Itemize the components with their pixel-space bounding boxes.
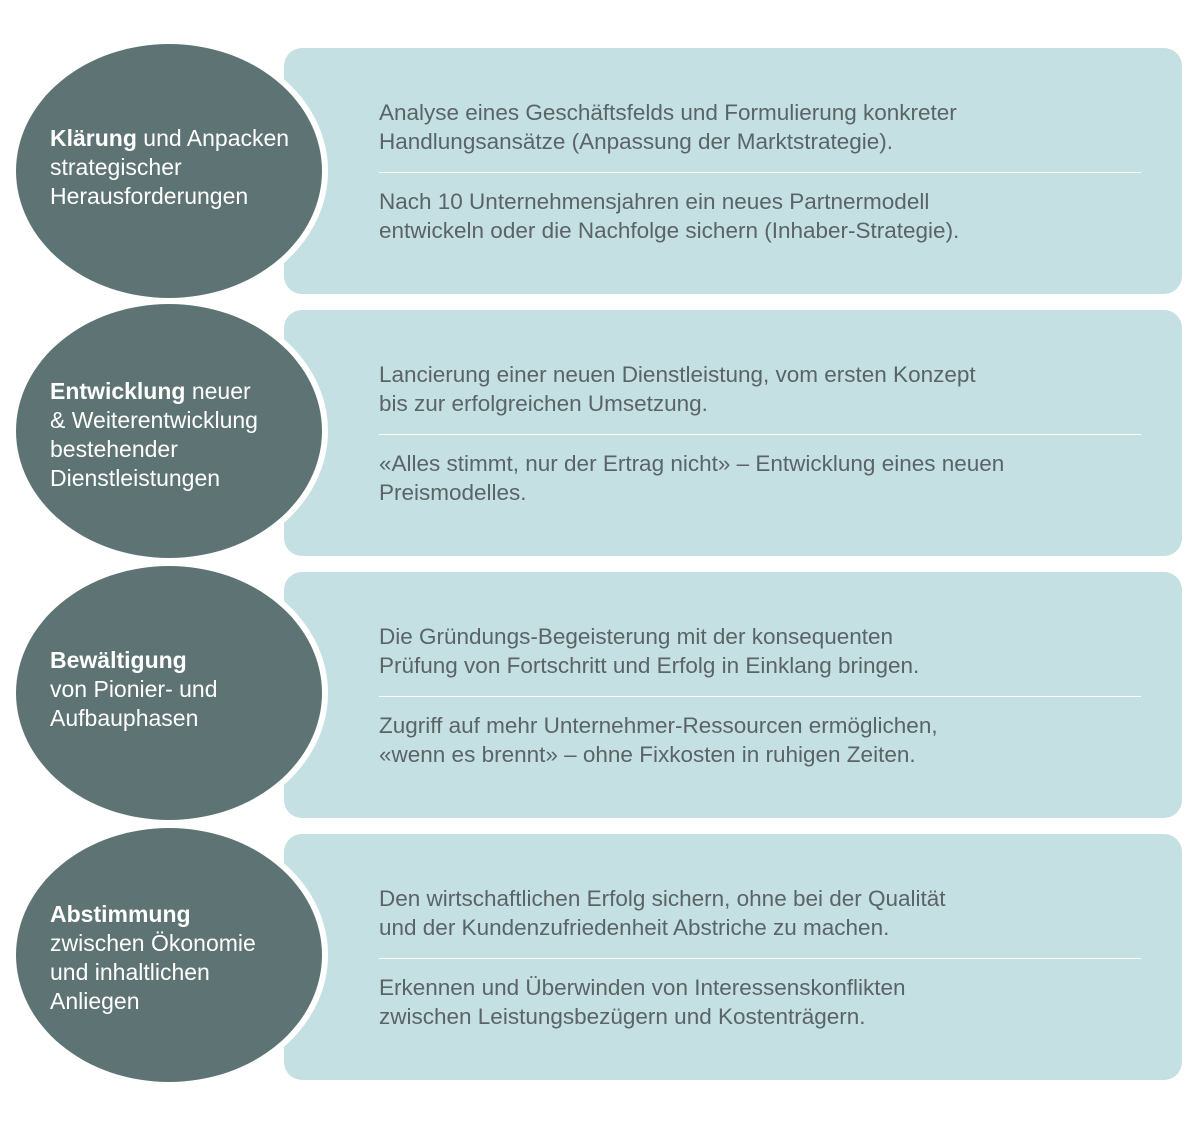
row-klaerung — [0, 48, 1200, 294]
example-item: Lancierung einer neuen Dienstleistung, vom ersten Konzept bis zur erfolgreichen Umsetzung. — [379, 362, 976, 416]
panel-content — [379, 360, 1139, 507]
row-bewaeltigung — [0, 572, 1200, 818]
panel — [284, 310, 1182, 556]
panel-content — [379, 622, 1139, 769]
category-circle — [10, 560, 328, 826]
category-circle — [10, 298, 328, 564]
category-circle — [10, 822, 328, 1088]
divider — [379, 434, 1141, 435]
panel — [284, 834, 1182, 1080]
example-item: Die Gründungs-Begeisterung mit der konsequenten Prüfung von Fortschritt und Erfolg in Einklang bringen. — [379, 624, 920, 678]
row-abstimmung — [0, 834, 1200, 1080]
panel — [284, 572, 1182, 818]
category-heading: Klärung und Anpacken strategischer Herausforderungen — [50, 124, 290, 209]
panel-content — [379, 884, 1139, 1031]
category-heading: Abstimmung zwischen Ökonomie und inhaltlichen Anliegen — [50, 901, 256, 1014]
divider — [379, 172, 1141, 173]
example-item: Zugriff auf mehr Unternehmer-Ressourcen ermöglichen, «wenn es brennt» – ohne Fixkosten in ruhigen Zeiten. — [379, 713, 938, 767]
row-entwicklung — [0, 310, 1200, 556]
panel — [284, 48, 1182, 294]
panel-content — [379, 98, 1139, 245]
example-item: Erkennen und Überwinden von Interessenskonflikten zwischen Leistungsbezügern und Kostenträgern. — [379, 975, 906, 1029]
divider — [379, 696, 1141, 697]
divider — [379, 958, 1141, 959]
category-circle — [10, 38, 328, 304]
category-heading: Bewältigung von Pionier- und Aufbauphasen — [50, 646, 218, 731]
example-item: «Alles stimmt, nur der Ertrag nicht» – Entwicklung eines neuen Preismodelles. — [379, 451, 1005, 505]
example-item: Nach 10 Unternehmensjahren ein neues Partnermodell entwickeln oder die Nachfolge sichern (Inhaber-Strategie). — [379, 189, 960, 243]
category-heading: Entwicklung neuer & Weiterentwicklung bestehender Dienstleistungen — [50, 378, 258, 491]
example-item: Den wirtschaftlichen Erfolg sichern, ohne bei der Qualität und der Kundenzufriedenheit Abstriche zu machen. — [379, 886, 946, 940]
example-item: Analyse eines Geschäftsfelds und Formulierung konkreter Handlungsansätze (Anpassung der Marktstrategie). — [379, 100, 957, 154]
